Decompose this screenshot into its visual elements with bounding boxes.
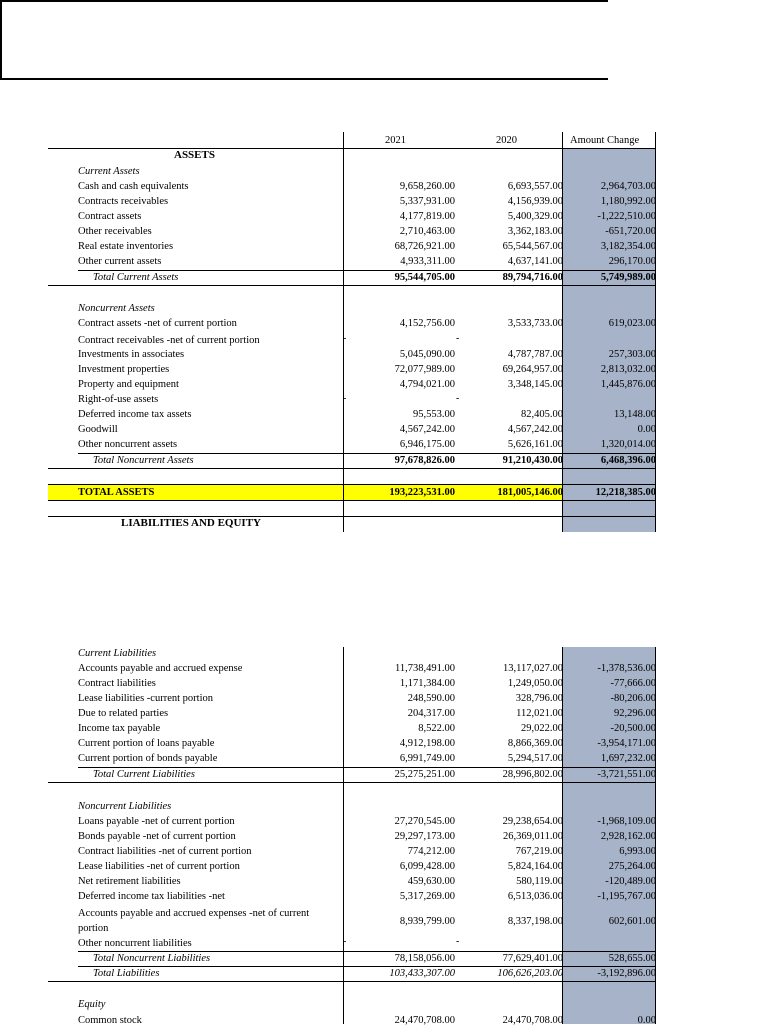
accounts-payable-nc-row: Accounts payable and accrued expenses -net of current portion 8,939,799.00 8,337,198.00 602,601.00 (78, 908, 656, 934)
current-liability-row: Current portion of loans payable 4,912,198.00 8,866,369.00 -3,954,171.00 (78, 738, 656, 749)
noncurrent-asset-row: Other noncurrent assets 6,946,175.00 5,626,161.00 1,320,014.00 (78, 439, 656, 450)
liabilities-equity-heading: LIABILITIES AND EQUITY (121, 517, 261, 529)
noncurrent-asset-row: Contract receivables -net of current portion (78, 335, 260, 346)
current-assets-heading: Current Assets (78, 166, 140, 177)
total-assets-row: TOTAL ASSETS 193,223,531.00 181,005,146.00 12,218,385.00 (78, 487, 656, 498)
noncurrent-asset-row: Right-of-use assets (78, 394, 159, 405)
noncurrent-liability-row: Net retirement liabilities 459,630.00 580,119.00 -120,489.00 (78, 876, 656, 887)
dash-marker: - (343, 936, 347, 947)
other-noncurrent-liabilities-row: Other noncurrent liabilities (78, 938, 192, 949)
noncurrent-assets-heading: Noncurrent Assets (78, 303, 155, 314)
header-amount-change: Amount Change (570, 135, 640, 146)
noncurrent-liability-row: Bonds payable -net of current portion 29,297,173.00 26,369,011.00 2,928,162.00 (78, 831, 656, 842)
rule-tnca-bottom (48, 468, 656, 469)
dash-marker: - (456, 393, 460, 404)
noncurrent-asset-row: Deferred income tax assets 95,553.00 82,405.00 13,148.00 (78, 409, 656, 420)
noncurrent-asset-row: Investments in associates 5,045,090.00 4,787,787.00 257,303.00 (78, 349, 656, 360)
equity-heading: Equity (78, 999, 106, 1010)
noncurrent-asset-row: Goodwill 4,567,242.00 4,567,242.00 0.00 (78, 424, 656, 435)
current-asset-row: Contracts receivables 5,337,931.00 4,156,939.00 1,180,992.00 (78, 196, 656, 207)
rule-tl-bottom (48, 981, 656, 982)
title-box (0, 0, 608, 80)
noncurrent-liability-row: Lease liabilities -net of current portion 6,099,428.00 5,824,164.00 275,264.00 (78, 861, 656, 872)
current-asset-row: Cash and cash equivalents 9,658,260.00 6,693,557.00 2,964,703.00 (78, 181, 656, 192)
noncurrent-liability-row: Deferred income tax liabilities -net 5,317,269.00 6,513,036.00 -1,195,767.00 (78, 891, 656, 902)
current-liability-row: Contract liabilities 1,171,384.00 1,249,050.00 -77,666.00 (78, 678, 656, 689)
noncurrent-asset-row: Investment properties 72,077,989.00 69,264,957.00 2,813,032.00 (78, 364, 656, 375)
total-current-liabilities-row: Total Current Liabilities 25,275,251.00 28,996,802.00 -3,721,551.00 (93, 769, 656, 780)
rule-tca-bottom (48, 285, 656, 286)
total-current-assets-row: Total Current Assets 95,544,705.00 89,794,716.00 5,749,989.00 (93, 272, 656, 283)
header-2021: 2021 (385, 135, 406, 146)
dash-marker: - (456, 936, 460, 947)
noncurrent-asset-row: Property and equipment 4,794,021.00 3,348,145.00 1,445,876.00 (78, 379, 656, 390)
noncurrent-asset-row: Contract assets -net of current portion 4,152,756.00 3,533,733.00 619,023.00 (78, 318, 656, 329)
equity-row: Common stock 24,470,708.00 24,470,708.00 0.00 (78, 1015, 656, 1026)
current-asset-row: Other current assets 4,933,311.00 4,637,141.00 296,170.00 (78, 256, 656, 267)
dash-marker: - (343, 333, 347, 344)
current-liabilities-heading: Current Liabilities (78, 648, 157, 659)
dash-marker: - (456, 333, 460, 344)
rule-tcl-bottom (48, 782, 656, 783)
current-liability-row: Due to related parties 204,317.00 112,021.00 92,296.00 (78, 708, 656, 719)
assets-heading: ASSETS (174, 149, 215, 161)
rule-ta-bottom (48, 500, 656, 501)
noncurrent-liability-row: Loans payable -net of current portion 27,270,545.00 29,238,654.00 -1,968,109.00 (78, 816, 656, 827)
dash-marker: - (343, 393, 347, 404)
current-asset-row: Other receivables 2,710,463.00 3,362,183.00 -651,720.00 (78, 226, 656, 237)
noncurrent-liabilities-heading: Noncurrent Liabilities (78, 801, 172, 812)
current-asset-row: Real estate inventories 68,726,921.00 65,544,567.00 3,182,354.00 (78, 241, 656, 252)
header-2020: 2020 (496, 135, 517, 146)
total-noncurrent-assets-row: Total Noncurrent Assets 97,678,826.00 91,210,430.00 6,468,396.00 (93, 455, 656, 466)
current-asset-row: Contract assets 4,177,819.00 5,400,329.00 -1,222,510.00 (78, 211, 656, 222)
current-liability-row: Income tax payable 8,522.00 29,022.00 -20,500.00 (78, 723, 656, 734)
total-noncurrent-liabilities-row: Total Noncurrent Liabilities 78,158,056.00 77,629,401.00 528,655.00 (93, 953, 656, 964)
current-liability-row: Current portion of bonds payable 6,991,749.00 5,294,517.00 1,697,232.00 (78, 753, 656, 764)
total-liabilities-row: Total Liabilities 103,433,307.00 106,626,203.00 -3,192,896.00 (93, 968, 656, 979)
noncurrent-liability-row: Contract liabilities -net of current portion 774,212.00 767,219.00 6,993.00 (78, 846, 656, 857)
header-rule (48, 148, 656, 149)
current-liability-row: Lease liabilities -current portion 248,590.00 328,796.00 -80,206.00 (78, 693, 656, 704)
current-liability-row: Accounts payable and accrued expense 11,738,491.00 13,117,027.00 -1,378,536.00 (78, 663, 656, 674)
